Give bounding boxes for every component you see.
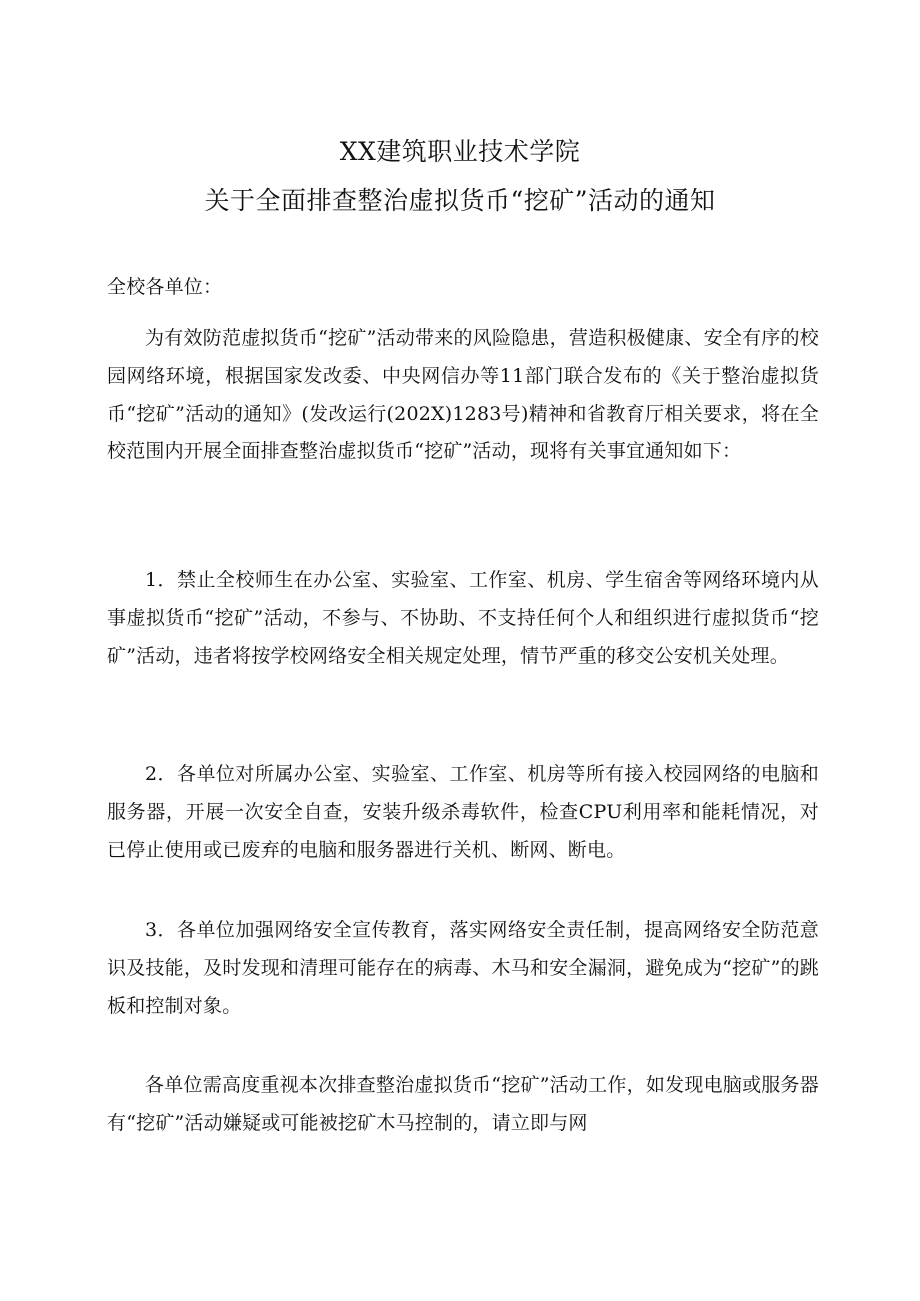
paragraph-item-3: 3．各单位加强网络安全宣传教育，落实网络安全责任制，提高网络安全防范意识及技能，及时发现和清理可能存在的病毒、木马和安全漏洞，避免成为“挖矿”的跳板和控制对象。: [107, 919, 819, 1017]
document-title-institution: XX建筑职业技术学院: [339, 137, 581, 166]
paragraph-item-1: 1．禁止全校师生在办公室、实验室、工作室、机房、学生宿舍等网络环境内从事虚拟货币“挖矿”活动，不参与、不协助、不支持任何个人和组织进行虚拟货币“挖矿”活动，违者将按学校网络安全相关规定处理，情节严重的移交公安机关处理。: [107, 569, 819, 667]
document-title-subject: 关于全面排查整治虚拟货币“挖矿”活动的通知: [204, 186, 716, 215]
paragraph-item-2: 2．各单位对所属办公室、实验室、工作室、机房等所有接入校园网络的电脑和服务器，开展一次安全自查，安装升级杀毒软件，检查CPU利用率和能耗情况，对已停止使用或已废弃的电脑和服务器进行关机、断网、断电。: [107, 763, 819, 861]
paragraph-intro: 为有效防范虚拟货币“挖矿”活动带来的风险隐患，营造积极健康、安全有序的校园网络环境，根据国家发改委、中央网信办等11部门联合发布的《关于整治虚拟货币“挖矿”活动的通知》(发改运行(202X)1283号)精神和省教育厅相关要求，将在全校范围内开展全面排查整治虚拟货币“挖矿”活动，现将有关事宜通知如下：: [107, 327, 819, 463]
paragraph-closing: 各单位需高度重视本次排查整治虚拟货币“挖矿”活动工作，如发现电脑或服务器有“挖矿”活动嫌疑或可能被挖矿木马控制的，请立即与网: [107, 1074, 819, 1134]
salutation: 全校各单位：: [107, 276, 223, 298]
